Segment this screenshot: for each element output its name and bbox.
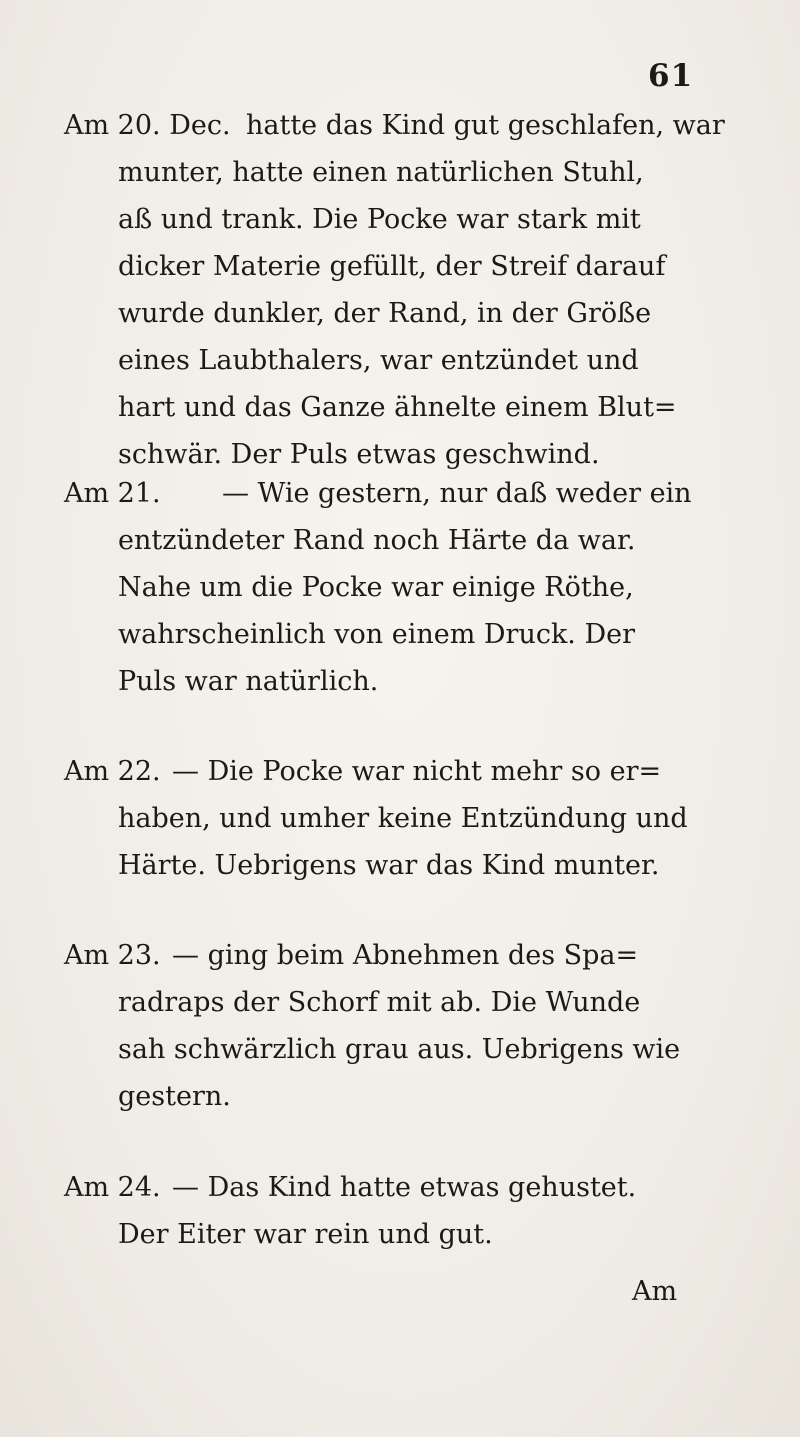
entry-line: — Wie gestern, nur daß weder ein	[222, 478, 692, 509]
entry-line: sah schwärzlich grau aus. Uebrigens wie	[118, 1034, 681, 1065]
entry-line: aß und trank. Die Pocke war stark mit	[118, 204, 641, 235]
entry-line: wahrscheinlich von einem Druck. Der	[118, 619, 636, 650]
entry-line: — ging beim Abnehmen des Spa=	[172, 940, 639, 971]
entry-date: Am 23.	[64, 940, 161, 971]
entry-line: Der Eiter war rein und gut.	[118, 1219, 493, 1250]
entry-line: haben, und umher keine Entzündung und	[118, 803, 688, 834]
entry-date: Am 24.	[64, 1172, 161, 1203]
entry-line: schwär. Der Puls etwas geschwind.	[118, 439, 600, 470]
entry-date: Am 22.	[64, 756, 161, 787]
entry-line: radraps der Schorf mit ab. Die Wunde	[118, 987, 641, 1018]
entry-line: hart und das Ganze ähnelte einem Blut=	[118, 392, 677, 423]
entry-line: wurde dunkler, der Rand, in der Größe	[118, 298, 652, 329]
page-number: 61	[648, 58, 694, 94]
entry-date: Am 21.	[64, 478, 161, 509]
entry-line: — Die Pocke war nicht mehr so er=	[172, 756, 662, 787]
entry-line: hatte das Kind gut geschlafen, war	[246, 110, 725, 141]
entry-date: Am 20. Dec.	[64, 110, 231, 141]
entry-line: Puls war natürlich.	[118, 666, 379, 697]
entry-line: eines Laubthalers, war entzündet und	[118, 345, 639, 376]
entry-line: Härte. Uebrigens war das Kind munter.	[118, 850, 660, 881]
entry-line: — Das Kind hatte etwas gehustet.	[172, 1172, 637, 1203]
entry-line: entzündeter Rand noch Härte da war.	[118, 525, 636, 556]
entry-line: munter, hatte einen natürlichen Stuhl,	[118, 157, 644, 188]
catchword: Am	[632, 1276, 678, 1307]
entry-line: dicker Materie gefüllt, der Streif darauf	[118, 251, 666, 282]
entry-line: gestern.	[118, 1081, 231, 1112]
entry-line: Nahe um die Pocke war einige Röthe,	[118, 572, 634, 603]
